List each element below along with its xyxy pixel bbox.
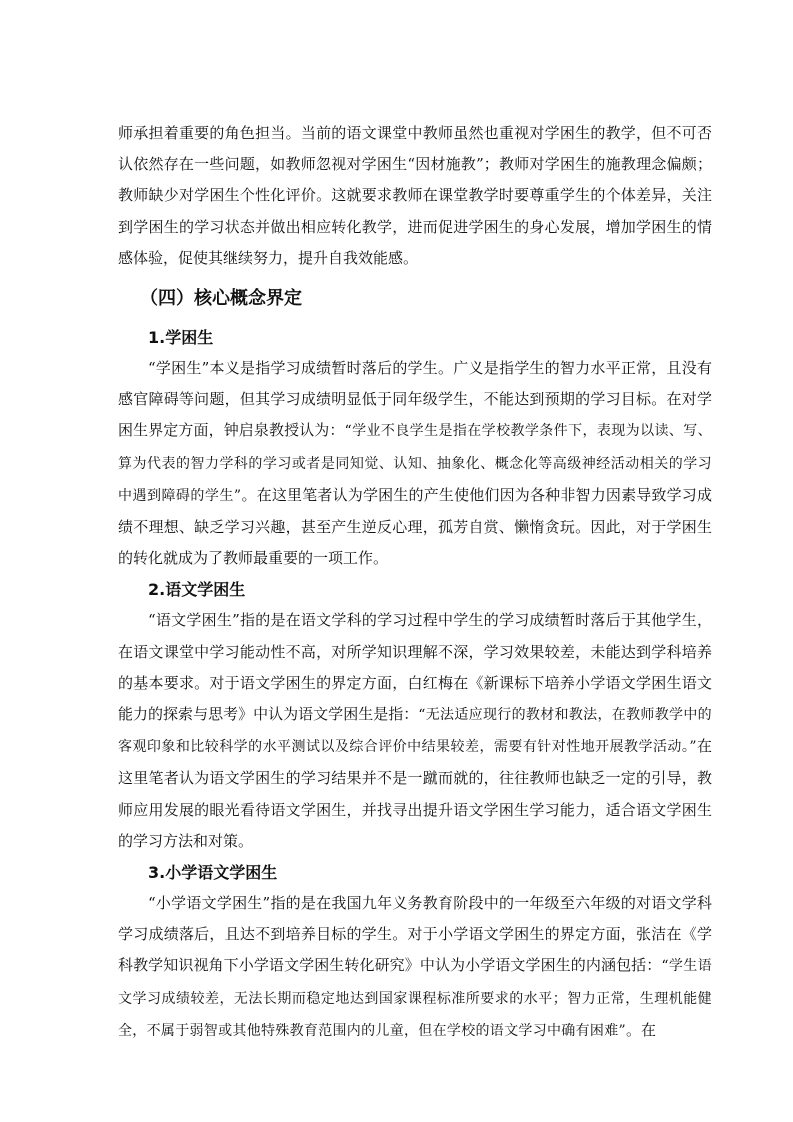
subsection-paragraph-3 <box>118 888 712 1047</box>
paragraph-text: 。在 <box>625 1020 656 1039</box>
paragraph-text: 。在这里笔者认为学困生的产生使他们因为各种非智力因素导致学习成绩不理想、缺乏学习兴趣，甚至产生逆反心理，孤芳自赏、懒惰贪玩。因此，对于学困生的转化就成为了教师最重要的一项工作。 <box>118 485 712 568</box>
paragraph-text: “小学语文学困生”指的是在我国九年义务教育阶段中的一年级至六年级的对语文学科学习成绩落后，且达不到培养目标的学生。对于小学语文学困生的界定方面，张洁在《学科教学知识视角下小学语文学困生转化研究》中认为小学语文学困生的内涵包括： <box>118 894 712 975</box>
quotation: “学业不良学生是指在学校教学条件下，表现为以读、写、算为代表的智力学科的学习或者是同知觉、认知、抽象化、概念化等高级神经活动相关的学习中遇到障碍的学生” <box>118 423 712 504</box>
document-body <box>118 118 712 1047</box>
subsection-paragraph-1 <box>118 353 712 574</box>
paragraph-text: “语文学困生”指的是在语文学科的学习过程中学生的学习成绩暂时落后于其他学生，在语文课堂中学习能动性不高，对所学知识理解不深，学习效果较差，未能达到学科培养的基本要求。对于语文学困生的界定方面，白红梅在《新课标下培养小学语文学困生语文能力的探索与思考》中认为语文学困生是指： <box>118 611 712 724</box>
quotation: “无法适应现行的教材和教法，在教师教学中的客观印象和比较科学的水平测试以及综合评价中结果较差，需要有针对性地开展教学活动。” <box>118 707 712 756</box>
subsection-heading-2: 2.语文学困生 <box>148 580 246 600</box>
quotation: “学生语文学习成绩较差，无法长期而稳定地达到国家课程标准所要求的水平；智力正常，生理机能健全，不属于弱智或其他特殊教育范围内的儿童，但在学校的语文学习中确有困难” <box>118 958 712 1039</box>
subsection-heading-3: 3.小学语文学困生 <box>148 863 278 883</box>
subsection-heading-1: 1.学困生 <box>148 328 214 348</box>
intro-paragraph: 师承担着重要的角色担当。当前的语文课堂中教师虽然也重视对学困生的教学，但不可否认依然存在一些问题，如教师忽视对学困生“因材施教”；教师对学困生的施教理念偏颇；教师缺少对学困生个性化评价。这就要求教师在课堂教学时要尊重学生的个体差异，关注到学困生的学习状态并做出相应转化教学，进而促进学困生的身心发展，增加学困生的情感体验，促使其继续努力，提升自我效能感。 <box>118 124 712 267</box>
paragraph-text: 在这里笔者认为语文学困生的学习结果并不是一蹴而就的，往往教师也缺乏一定的引导，教师应用发展的眼光看待语文学困生，并找寻出提升语文学困生学习能力，适合语文学困生的学习方法和对策。 <box>118 737 712 850</box>
section-heading: （四）核心概念界定 <box>140 288 302 310</box>
paragraph-text: “学困生”本义是指学习成绩暂时落后的学生。广义是指学生的智力水平正常，且没有感官障碍等问题，但其学习成绩明显低于同年级学生，不能达到预期的学习目标。在对学困生界定方面，钟启泉教授认为： <box>118 359 712 440</box>
subsection-paragraph-2 <box>118 605 712 857</box>
